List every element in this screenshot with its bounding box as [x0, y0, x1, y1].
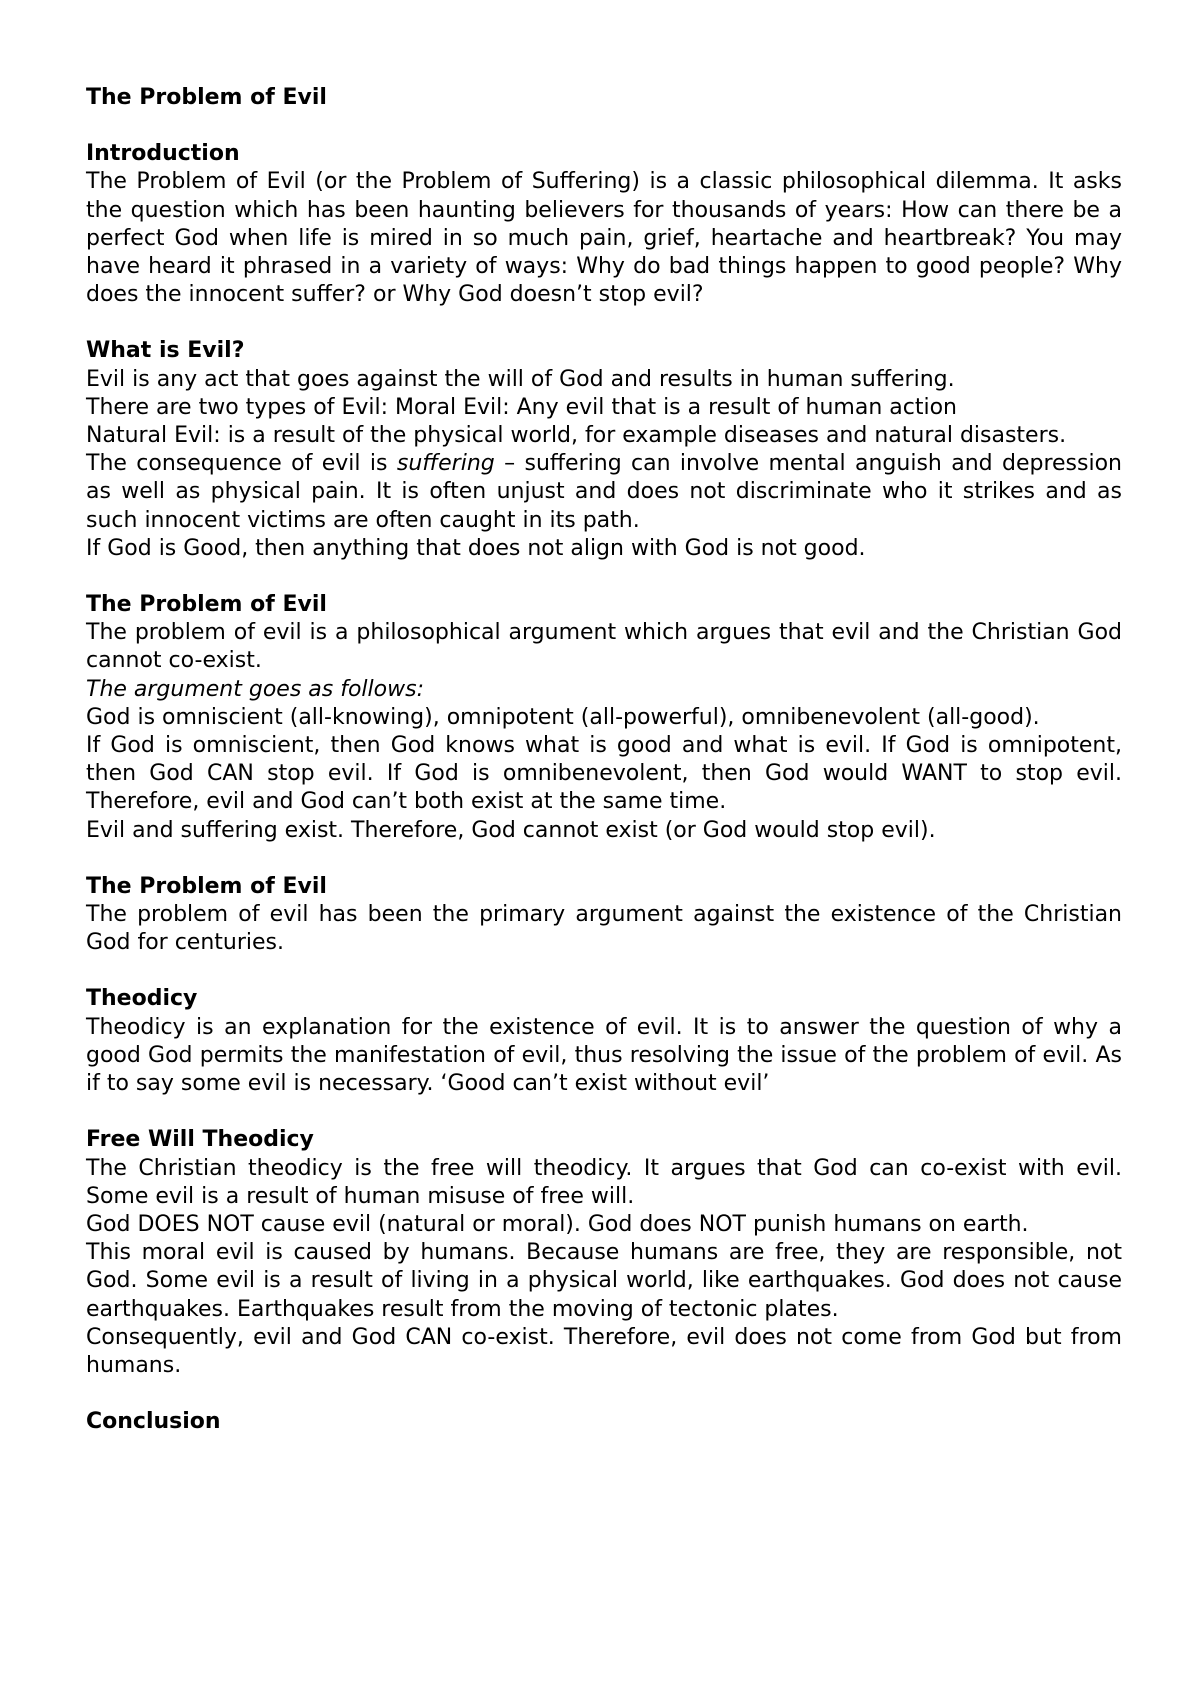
- heading-free-will-theodicy: Free Will Theodicy: [86, 1127, 314, 1153]
- section-introduction: [86, 140, 1122, 309]
- heading-problem-of-evil: The Problem of Evil: [86, 592, 327, 618]
- heading-problem-of-evil-2: The Problem of Evil: [86, 873, 327, 899]
- primary-argument-paragraph: The problem of evil has been the primary argument against the existence of the Christian God for centuries.: [86, 902, 1122, 956]
- evil-types-paragraph: There are two types of Evil: Moral Evil: Any evil that is a result of human action: [86, 394, 957, 420]
- heading-what-is-evil: What is Evil?: [86, 338, 245, 364]
- introduction-paragraph: The Problem of Evil (or the Problem of Suffering) is a classic philosophical dilemma. It asks the question which has been haunting believers for thousands of years: How can there be a perfect God when life is mired in so much pain, grief, heartache and heartbreak? You may have heard it phrased in a variety of ways: Why do bad things happen to good people? Why does the innocent suffer? or Why God doesn’t stop evil?: [86, 169, 1122, 308]
- god-attributes-paragraph: God is omniscient (all-knowing), omnipotent (all-powerful), omnibenevolent (all-good).: [86, 704, 1040, 730]
- section-problem-of-evil-argument: [86, 591, 1122, 845]
- argument-intro-paragraph: The problem of evil is a philosophical argument which argues that evil and the Christian God cannot co-exist.: [86, 620, 1122, 674]
- section-free-will-theodicy: [86, 1126, 1122, 1380]
- heading-introduction: Introduction: [86, 141, 240, 167]
- moral-evil-paragraph: This moral evil is caused by humans. Because humans are free, they are responsible, not God. Some evil is a result of living in a physical world, like earthquakes. God does not cause earthquakes. Earthquakes result from the moving of tectonic plates.: [86, 1240, 1122, 1322]
- section-what-is-evil: [86, 337, 1122, 563]
- argument-premises-paragraph: If God is omniscient, then God knows what is good and what is evil. If God is omnipotent, then God CAN stop evil. If God is omnibenevolent, then God would WANT to stop evil. Therefore, evil and God can’t both exist at the same time.: [86, 733, 1122, 815]
- argument-lead-in-italic: The argument goes as follows:: [86, 676, 424, 702]
- evil-consequence-paragraph: [86, 450, 1122, 535]
- argument-conclusion-paragraph: Evil and suffering exist. Therefore, God cannot exist (or God would stop evil).: [86, 817, 936, 843]
- consequence-text-end: – suffering can involve mental anguish and depression as well as physical pain. It is often unjust and does not discriminate who it strikes and as such innocent victims are often caught in its path.: [86, 451, 1122, 533]
- heading-conclusion: Conclusion: [86, 1409, 221, 1435]
- section-problem-of-evil-history: [86, 873, 1122, 958]
- free-will-conclusion-paragraph: Consequently, evil and God CAN co-exist. Therefore, evil does not come from God but from humans.: [86, 1324, 1122, 1378]
- natural-evil-paragraph: Natural Evil: is a result of the physical world, for example diseases and natural disasters.: [86, 423, 1067, 449]
- god-is-good-paragraph: If God is Good, then anything that does not align with God is not good.: [86, 535, 866, 561]
- god-does-not-cause-evil-paragraph: God DOES NOT cause evil (natural or moral). God does NOT punish humans on earth.: [86, 1211, 1029, 1237]
- document-title: The Problem of Evil: [86, 85, 327, 110]
- evil-definition-paragraph: Evil is any act that goes against the will of God and results in human suffering.: [86, 366, 955, 392]
- section-conclusion: [86, 1408, 1122, 1436]
- theodicy-paragraph: Theodicy is an explanation for the existence of evil. It is to answer the question of why a good God permits the manifestation of evil, thus resolving the issue of the problem of evil. As if to say some evil is necessary. ‘Good can’t exist without evil’: [86, 1014, 1122, 1097]
- suffering-emphasis: suffering: [396, 451, 495, 477]
- argument-lead-in: [86, 676, 1122, 704]
- free-will-intro-paragraph: The Christian theodicy is the free will theodicy. It argues that God can co-exist with evil. Some evil is a result of human misuse of free will.: [86, 1155, 1122, 1209]
- section-theodicy: [86, 985, 1122, 1098]
- heading-theodicy: Theodicy: [86, 986, 198, 1012]
- consequence-text-start: The consequence of evil is: [86, 451, 397, 477]
